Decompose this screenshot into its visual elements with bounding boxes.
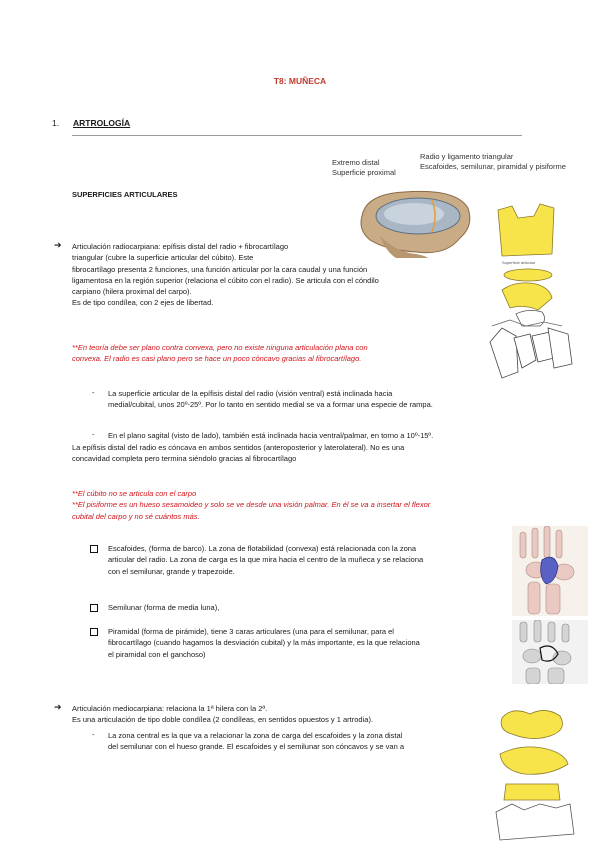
carpal-bones-yellow-illustration <box>488 200 568 330</box>
section-divider <box>72 135 522 136</box>
checkbox-bullet <box>90 545 98 553</box>
page-title: T8: MUÑECA <box>273 76 327 86</box>
piramidal-item: Piramidal (forma de pirámide), tiene 3 caras articulares (una para el semilunar, para el fibrocartílago (cuando hagamos la desviación cubital) y la más importante, es la que relaciona el piramidal con el ganchoso) <box>108 627 420 659</box>
mediocarpiana-bullet: La zona central es la que va a relacionar la zona de carga del escafoides y la zona distal del semilunar con el hueso grande. El escafoides y el semilunar son cóncavos y se van a <box>108 731 404 752</box>
checkbox-bullet <box>90 604 98 612</box>
radiocarpiana-concavity-paragraph: La epífisis distal del radio es cóncava en ambos sentidos (anteroposterior y laterolateral). No es una concavidad completa pero termina siéndolo gracias al fibrocartílago <box>72 443 405 464</box>
mediocarpiana-paragraph: Articulación mediocarpiana: relaciona la 1ª hilera con la 2ª. Es una articulación de tipo doble condílea (2 condíleas, en sentidos opuestos y 1 artrodia). <box>72 704 374 725</box>
mediocarpal-yellow-illustration <box>490 704 580 844</box>
figure-caption-left: Extremo distal Superficie proximal <box>332 158 396 177</box>
hand-skeleton-escafoides-illustration <box>512 526 588 616</box>
arrow-bullet-icon: ➔ <box>54 702 62 712</box>
svg-text:Superficie articular: Superficie articular <box>502 260 536 265</box>
section-title: ARTROLOGÍA <box>73 118 131 128</box>
carpo-notes: **El cúbito no se articula con el carpo **El pisiforme es un hueso sesamoideo y solo se ve desde una visión palmar. En él se va a insertar el flexor cubital del carpo y no sé cuántos más. <box>72 489 431 521</box>
superficies-heading: SUPERFICIES ARTICULARES <box>72 190 178 199</box>
carpal-sketch-illustration <box>484 318 576 386</box>
section-number: 1. <box>52 118 60 128</box>
checkbox-bullet <box>90 628 98 636</box>
dash-bullet: - <box>92 730 95 739</box>
radiocarpiana-bullet-2: En el plano sagital (visto de lado), también está inclinada hacia ventral/palmar, en torno a 10º-15º. <box>108 431 434 440</box>
dash-bullet: - <box>92 388 95 397</box>
dash-bullet: - <box>92 430 95 439</box>
semilunar-item: Semilunar (forma de media luna), <box>108 603 220 612</box>
figure-caption-right: Radio y ligamento triangular Escafoides, semilunar, piramidal y pisiforme <box>420 152 566 171</box>
radiocarpiana-note: **En teoría debe ser plano contra convexa, pero no existe ninguna articulación plana con convexa. El radio es casi plano pero se hace un poco cóncavo gracias al fibrocartílago. <box>72 343 368 364</box>
escafoides-item: Escafoides, (forma de barco). La zona de flotabilidad (convexa) está relacionada con la zona articular del radio. La zona de carga es la que mira hacia el centro de la muñeca y se relaciona con el semilunar, grande y trapezoide. <box>108 544 424 576</box>
hand-skeleton-piramidal-illustration <box>512 620 588 684</box>
radiocarpiana-bullet-1: La superficie articular de la epífisis distal del radio (visión ventral) está inclinada hacia medial/cubital, unos 20º-25º. Por lo tanto en sentido medial se va a formar una especie de rampa. <box>108 389 433 410</box>
radiocarpiana-paragraph: Articulación radiocarpiana: epífisis distal del radio + fibrocartílago triangular (cubre la superficie articular del cúbito). Este fibrocartílago presenta 2 funciones, una función articular por la cara caudal y una función ligamentosa en la región superior (relaciona el cúbito con el radio). Se articula con el cóndilo carpiano (hilera proximal del carpo). Es de tipo condílea, con 2 ejes de libertad. <box>72 242 379 308</box>
arrow-bullet-icon: ➔ <box>54 240 62 250</box>
